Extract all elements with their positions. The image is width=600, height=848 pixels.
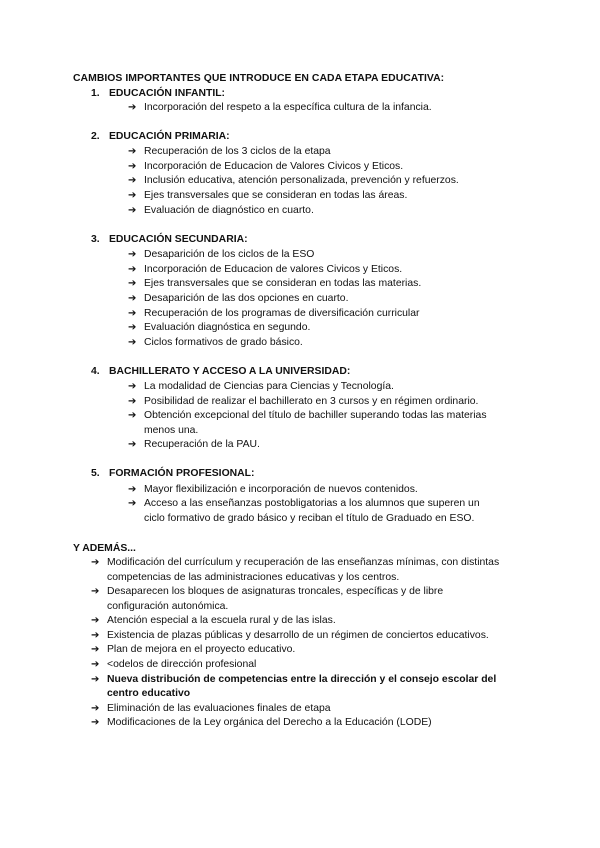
section-heading-text: EDUCACIÓN PRIMARIA: [109,131,230,142]
list-item-text: ciclo formativo de grado básico y reciban el título de Graduado en ESO. [144,513,475,524]
arrow-icon: ➔ [128,293,137,304]
arrow-icon: ➔ [91,717,100,728]
section-number: 4. [91,366,100,377]
list-item-text: Incorporación del respeto a la específica cultura de la infancia. [144,102,432,113]
arrow-icon: ➔ [128,439,137,450]
arrow-icon: ➔ [128,249,137,260]
section-number: 1. [91,88,100,99]
arrow-icon: ➔ [91,615,100,626]
section-number: 3. [91,234,100,245]
arrow-icon: ➔ [128,396,137,407]
list-item-text: Nueva distribución de competencias entre la dirección y el consejo escolar del [107,674,497,685]
arrow-icon: ➔ [128,381,137,392]
arrow-icon: ➔ [91,659,100,670]
arrow-icon: ➔ [91,703,100,714]
arrow-icon: ➔ [128,205,137,216]
list-item-text: Recuperación de los 3 ciclos de la etapa [144,146,331,157]
list-item-text: Ciclos formativos de grado básico. [144,337,303,348]
section-heading-infantil [91,88,225,99]
list-item-text: Desaparición de las dos opciones en cuarto. [144,293,349,304]
arrow-icon: ➔ [91,586,100,597]
arrow-icon: ➔ [128,337,137,348]
list-item-text: competencias de las administraciones educativas y los centros. [107,572,400,583]
arrow-icon: ➔ [91,557,100,568]
list-item-text: Desaparición de los ciclos de la ESO [144,249,315,260]
section-heading-text: FORMACIÓN PROFESIONAL: [109,468,255,479]
list-item-text: Inclusión educativa, atención personalizada, prevención y refuerzos. [144,175,459,186]
arrow-icon: ➔ [128,308,137,319]
section-heading-fp [91,468,254,479]
list-item-text: Incorporación de Educacion de Valores Civicos y Eticos. [144,161,404,172]
page-title: CAMBIOS IMPORTANTES QUE INTRODUCE EN CADA ETAPA EDUCATIVA: [73,73,445,84]
arrow-icon: ➔ [128,161,137,172]
list-item-text: Acceso a las enseñanzas postobligatorias a los alumnos que superen un [144,498,480,509]
list-item-text: Mayor flexibilización e incorporación de nuevos contenidos. [144,484,418,495]
list-item-text: Recuperación de la PAU. [144,439,260,450]
list-item-text: Eliminación de las evaluaciones finales de etapa [107,703,331,714]
section-number: 2. [91,131,100,142]
section-heading-text: EDUCACIÓN INFANTIL: [109,88,226,99]
list-item-text: Ejes transversales que se consideran en todas las materias. [144,278,422,289]
list-item-text: Evaluación de diagnóstico en cuarto. [144,205,314,216]
arrow-icon: ➔ [128,322,137,333]
arrow-icon: ➔ [128,278,137,289]
list-item-text: Desaparecen los bloques de asignaturas troncales, específicas y de libre [107,586,444,597]
section-number: 5. [91,468,100,479]
list-item-text: Modificaciones de la Ley orgánica del Derecho a la Educación (LODE) [107,717,432,728]
arrow-icon: ➔ [128,484,137,495]
arrow-icon: ➔ [128,410,137,421]
arrow-icon: ➔ [91,674,100,685]
arrow-icon: ➔ [128,175,137,186]
list-item-text: Posibilidad de realizar el bachillerato en 3 cursos y en régimen ordinario. [144,396,479,407]
arrow-icon: ➔ [128,146,137,157]
arrow-icon: ➔ [128,102,137,113]
arrow-icon: ➔ [91,630,100,641]
section-heading-text: BACHILLERATO Y ACCESO A LA UNIVERSIDAD: [109,366,351,377]
list-item-text: <odelos de dirección profesional [107,659,257,670]
list-item-text: Incorporación de Educacion de valores Civicos y Eticos. [144,264,403,275]
list-item-text: Ejes transversales que se consideran en todas las áreas. [144,190,408,201]
list-item-text: Plan de mejora en el proyecto educativo. [107,644,296,655]
list-item-text: Atención especial a la escuela rural y de las islas. [107,615,336,626]
section-heading-bachillerato [91,366,350,377]
arrow-icon: ➔ [128,264,137,275]
list-item-text: menos una. [144,425,199,436]
section-heading-secundaria [91,234,248,245]
list-item-text: configuración autonómica. [107,601,229,612]
list-item-text: La modalidad de Ciencias para Ciencias y Tecnología. [144,381,394,392]
arrow-icon: ➔ [128,190,137,201]
extra-heading: Y ADEMÁS... [73,543,136,554]
arrow-icon: ➔ [91,644,100,655]
list-item-text: Modificación del currículum y recuperación de las enseñanzas mínimas, con distintas [107,557,500,568]
list-item-text: centro educativo [107,688,191,699]
section-heading-primaria [91,131,230,142]
arrow-icon: ➔ [128,498,137,509]
list-item-text: Existencia de plazas públicas y desarrollo de un régimen de conciertos educativos. [107,630,489,641]
list-item-text: Recuperación de los programas de diversificación curricular [144,308,420,319]
section-heading-text: EDUCACIÓN SECUNDARIA: [109,234,248,245]
list-item-text: Evaluación diagnóstica en segundo. [144,322,311,333]
list-item-text: Obtención excepcional del título de bachiller superando todas las materias [144,410,487,421]
